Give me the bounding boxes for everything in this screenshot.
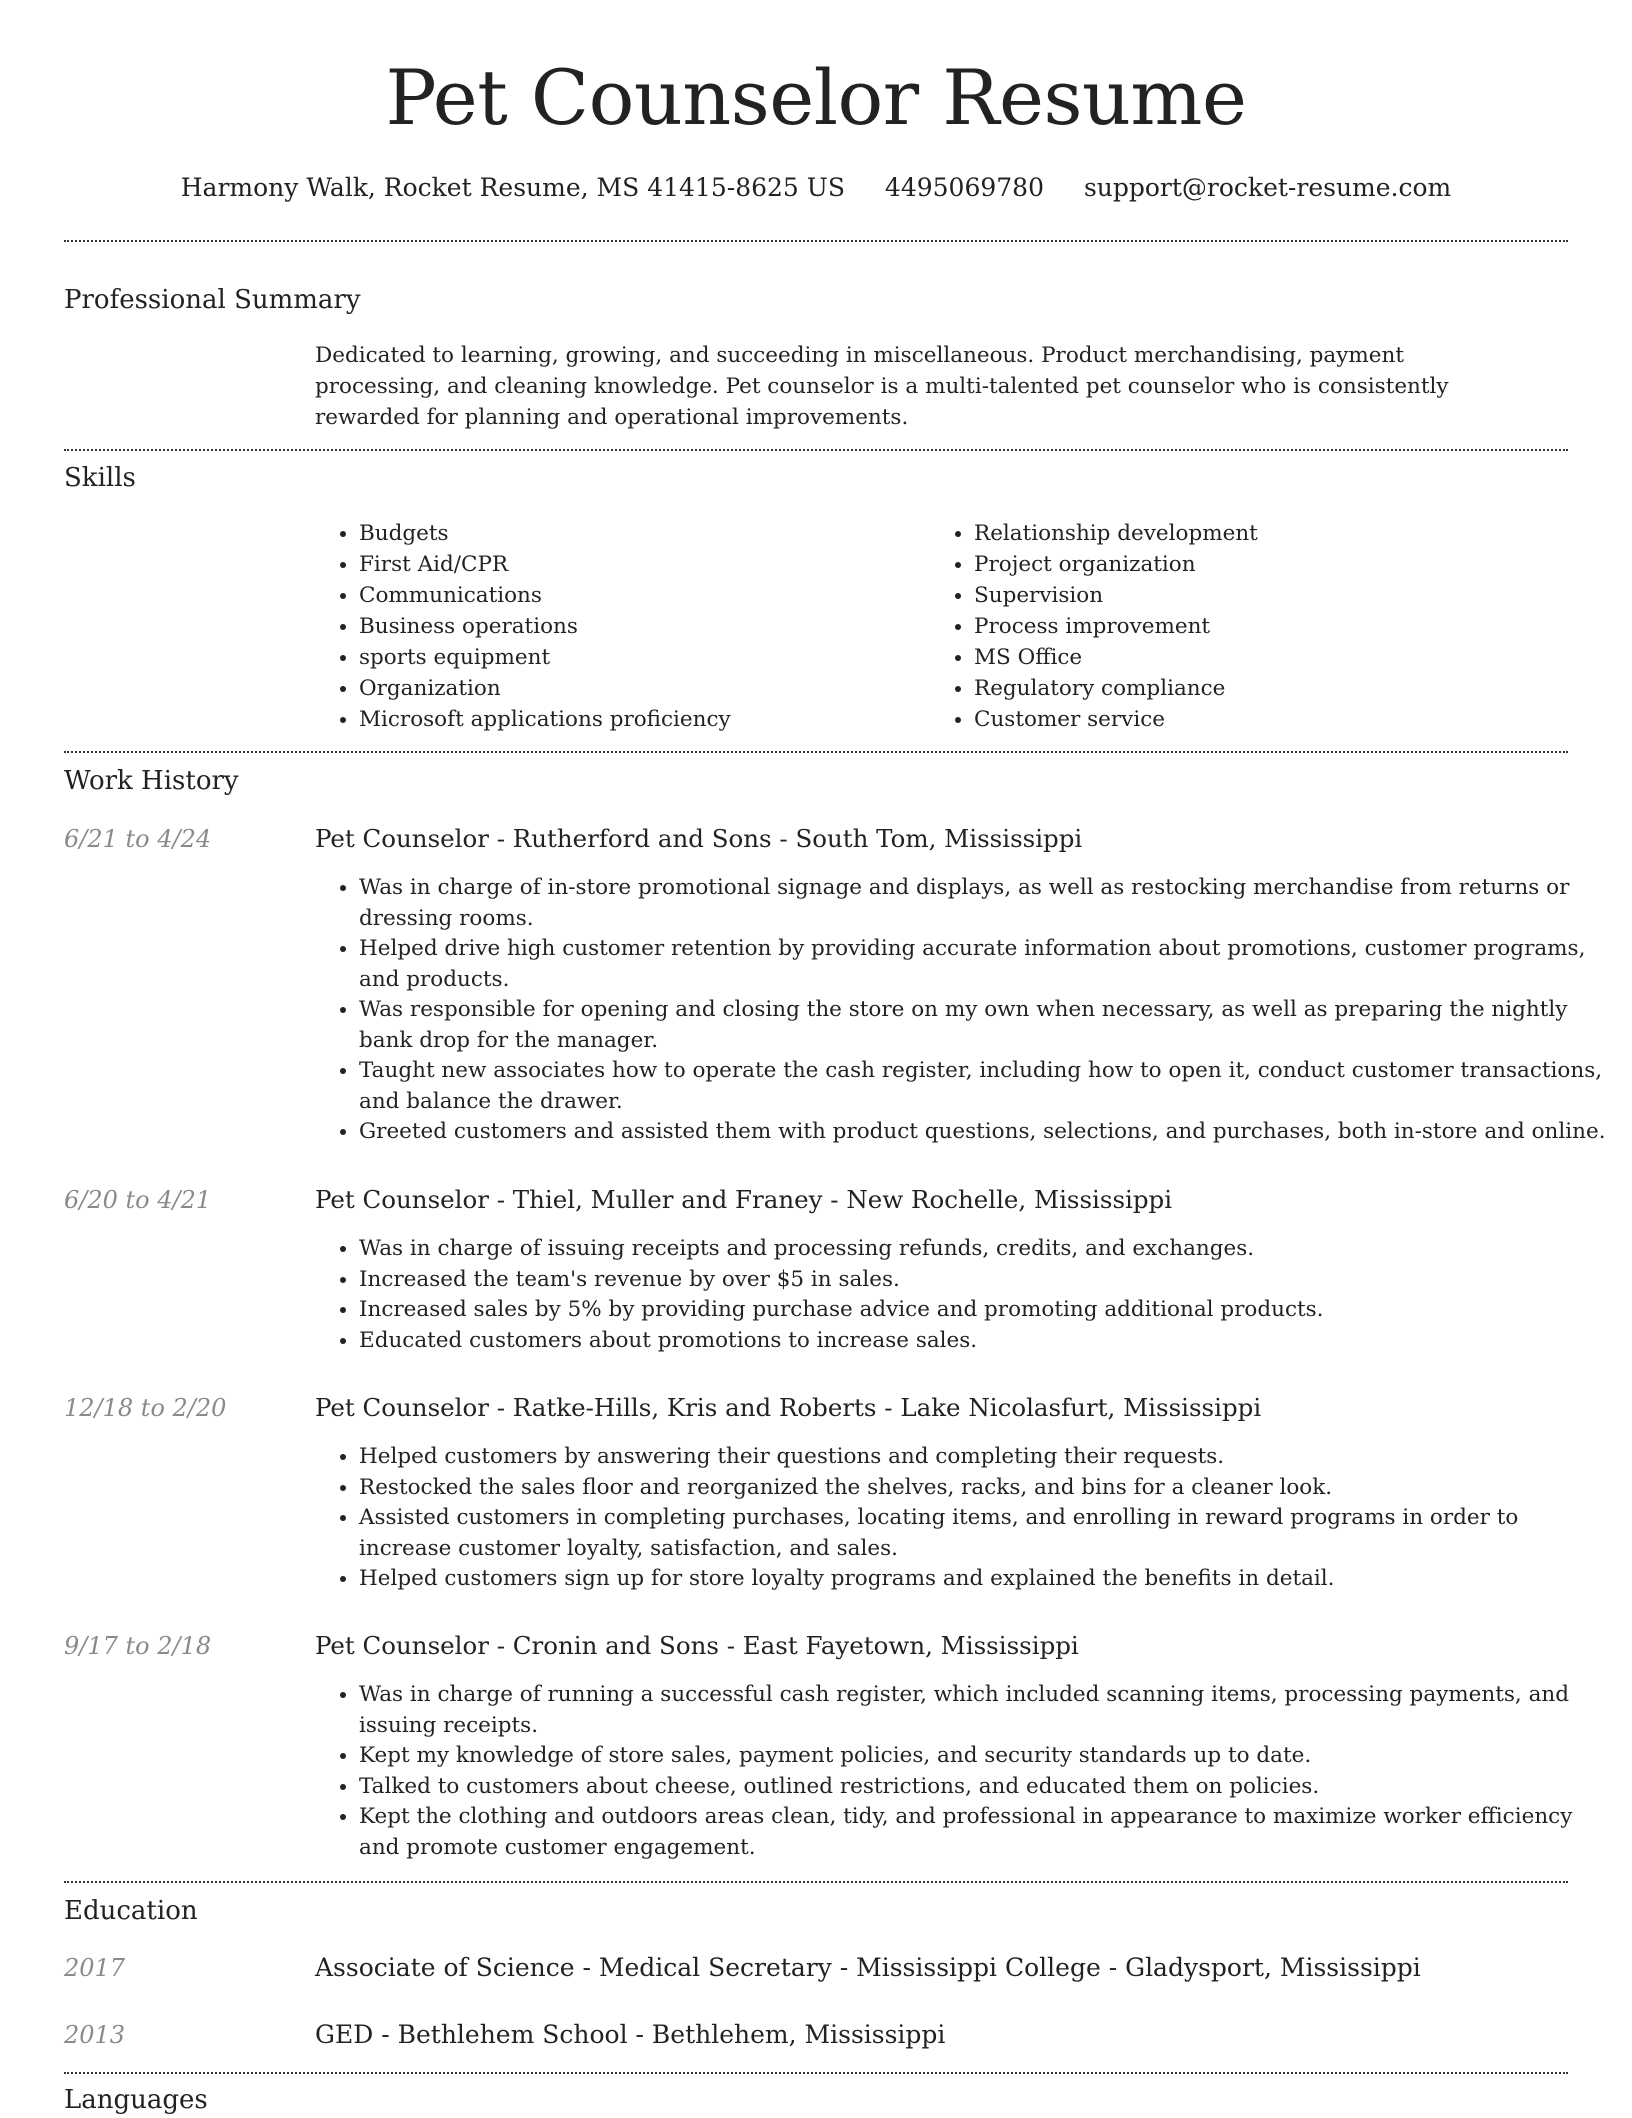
job-bullet: • Helped customers by answering their questions and completing their requests. (359, 1442, 1609, 1473)
skill-item: • Budgets (359, 518, 731, 549)
job-bullets (315, 1680, 1609, 1863)
job-bullet: • Was in charge of issuing receipts and processing refunds, credits, and exchanges. (359, 1234, 1609, 1265)
skills-list-right (930, 518, 1258, 735)
contact-email: support@rocket-resume.com (1083, 173, 1452, 202)
skill-item: • sports equipment (359, 642, 731, 673)
skill-item: • Communications (359, 580, 731, 611)
job-bullet: • Kept the clothing and outdoors areas clean, tidy, and professional in appearance to maximize worker efficiency and promote customer engagement. (359, 1802, 1609, 1863)
skill-item: • Organization (359, 673, 731, 704)
job-dates: 6/20 to 4/21 (64, 1186, 212, 1214)
skill-item: • Customer service (974, 704, 1258, 735)
languages-heading: Languages (64, 2085, 208, 2115)
education-title: GED - Bethlehem School - Bethlehem, Mississippi (315, 2020, 946, 2049)
skill-item: • Relationship development (974, 518, 1258, 549)
page-title: Pet Counselor Resume (385, 53, 1247, 142)
job-dates: 9/17 to 2/18 (64, 1632, 212, 1660)
contact-line (0, 170, 1632, 206)
skill-item: • Business operations (359, 611, 731, 642)
education-heading: Education (64, 1896, 198, 1926)
skill-item: • MS Office (974, 642, 1258, 673)
job-bullets (315, 873, 1609, 1148)
job-title: Pet Counselor - Cronin and Sons - East Fayetown, Mississippi (315, 1631, 1079, 1660)
skill-item: • Project organization (974, 549, 1258, 580)
job-bullet: • Educated customers about promotions to increase sales. (359, 1326, 1609, 1357)
skill-item: • Supervision (974, 580, 1258, 611)
summary-heading: Professional Summary (64, 285, 361, 315)
job-title: Pet Counselor - Rutherford and Sons - South Tom, Mississippi (315, 824, 1083, 853)
job-bullet: • Was responsible for opening and closing the store on my own when necessary, as well as preparing the nightly bank drop for the manager. (359, 995, 1609, 1056)
skill-item: • Process improvement (974, 611, 1258, 642)
job-title: Pet Counselor - Ratke-Hills, Kris and Roberts - Lake Nicolasfurt, Mississippi (315, 1393, 1262, 1422)
skills-list-left (315, 518, 731, 735)
contact-address: Harmony Walk, Rocket Resume, MS 41415-8625 US (180, 173, 845, 202)
divider (64, 449, 1568, 451)
job-bullets (315, 1442, 1609, 1595)
job-bullet: • Talked to customers about cheese, outlined restrictions, and educated them on policies. (359, 1772, 1609, 1803)
skills-heading: Skills (64, 463, 136, 493)
job-dates: 12/18 to 2/20 (64, 1394, 227, 1422)
job-title: Pet Counselor - Thiel, Muller and Franey - New Rochelle, Mississippi (315, 1185, 1173, 1214)
skill-item: • Regulatory compliance (974, 673, 1258, 704)
divider (64, 240, 1568, 242)
education-title: Associate of Science - Medical Secretary - Mississippi College - Gladysport, Mississippi (315, 1953, 1421, 1982)
job-bullets (315, 1234, 1609, 1356)
job-bullet: • Assisted customers in completing purchases, locating items, and enrolling in reward programs in order to increase customer loyalty, satisfaction, and sales. (359, 1503, 1609, 1564)
contact-phone: 4495069780 (884, 173, 1044, 202)
job-dates: 6/21 to 4/24 (64, 825, 212, 853)
job-bullet: • Increased the team's revenue by over $5 in sales. (359, 1265, 1609, 1296)
education-year: 2017 (64, 1954, 126, 1982)
work-heading: Work History (64, 766, 239, 796)
job-bullet: • Taught new associates how to operate the cash register, including how to open it, conduct customer transactions, and balance the drawer. (359, 1056, 1609, 1117)
divider (64, 751, 1568, 753)
job-bullet: • Helped customers sign up for store loyalty programs and explained the benefits in detail. (359, 1564, 1609, 1595)
job-bullet: • Restocked the sales floor and reorganized the shelves, racks, and bins for a cleaner look. (359, 1473, 1609, 1504)
education-year: 2013 (64, 2021, 126, 2049)
job-bullet: • Helped drive high customer retention by providing accurate information about promotions, customer programs, and products. (359, 934, 1609, 995)
divider (64, 1881, 1568, 1883)
job-bullet: • Was in charge of in-store promotional signage and displays, as well as restocking merchandise from returns or dressing rooms. (359, 873, 1609, 934)
job-bullet: • Greeted customers and assisted them with product questions, selections, and purchases, both in-store and online. (359, 1117, 1609, 1148)
summary-text: Dedicated to learning, growing, and succeeding in miscellaneous. Product merchandising, payment processing, and cleaning knowledge. Pet counselor is a multi-talented pet counselor who is consistently rewarded for planning and operational improvements. (315, 343, 1449, 430)
skill-item: • Microsoft applications proficiency (359, 704, 731, 735)
job-bullet: • Was in charge of running a successful cash register, which included scanning items, processing payments, and issuing receipts. (359, 1680, 1609, 1741)
skill-item: • First Aid/CPR (359, 549, 731, 580)
job-bullet: • Kept my knowledge of store sales, payment policies, and security standards up to date. (359, 1741, 1609, 1772)
divider (64, 2072, 1568, 2074)
job-bullet: • Increased sales by 5% by providing purchase advice and promoting additional products. (359, 1295, 1609, 1326)
